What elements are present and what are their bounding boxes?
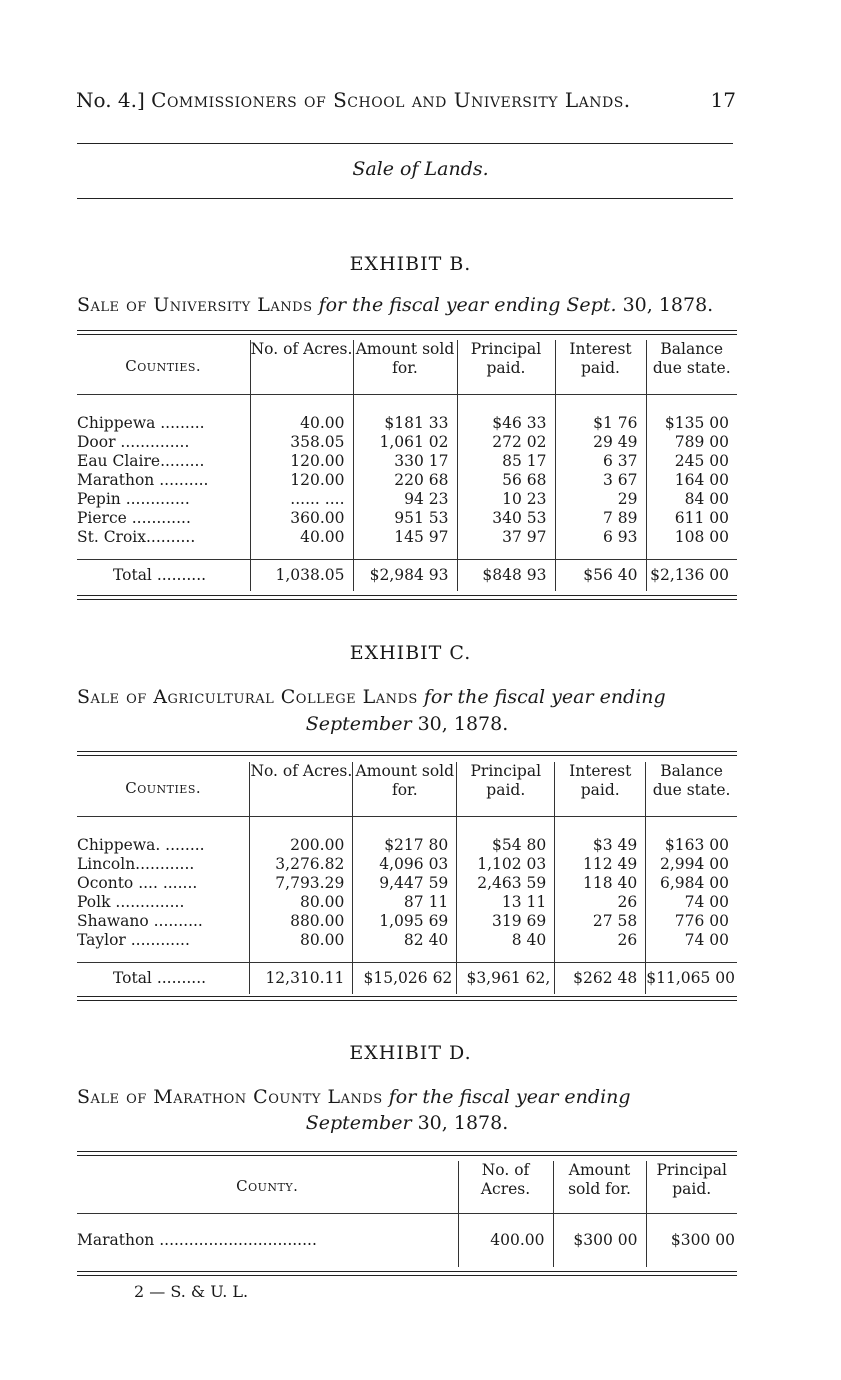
header-number: No. 4.] <box>76 88 145 112</box>
exhibit-d-bottom-rule <box>77 1271 737 1276</box>
table-cell: Pepin ............. <box>77 490 190 508</box>
table-cell: Pierce ............ <box>77 509 191 527</box>
table-cell: 27 58 <box>555 912 646 931</box>
header-title: Commissioners of School and University Lands. <box>151 88 631 112</box>
table-cell: Shawano .......... <box>77 912 203 930</box>
table-cell: 245 00 <box>646 452 737 471</box>
table-row <box>77 490 737 509</box>
col-header: No. of Acres. <box>250 340 353 394</box>
table-cell: ...... .... <box>250 490 353 509</box>
table-row <box>77 912 737 931</box>
table-cell: 87 11 <box>353 893 457 912</box>
page-number: 17 <box>710 88 736 112</box>
col-header: County. <box>236 1177 299 1196</box>
table-cell: $1 76 <box>555 414 646 433</box>
table-row <box>77 836 737 855</box>
table-row <box>77 931 737 950</box>
table-cell: $217 80 <box>353 836 457 855</box>
table-cell: $56 40 <box>555 559 646 591</box>
running-header <box>76 88 736 112</box>
col-header: Interest paid. <box>555 762 646 816</box>
col-header: Balance due state. <box>646 762 737 816</box>
table-row <box>77 893 737 912</box>
table-cell: Total .......... <box>113 968 207 987</box>
page-subtitle: Sale of Lands. <box>352 158 489 180</box>
table-cell: 6 37 <box>555 452 646 471</box>
table-cell: 3,276.82 <box>250 855 353 874</box>
table-cell: 358.05 <box>250 433 353 452</box>
exhibit-b-caption-title: Sale of University Lands <box>77 294 313 316</box>
table-cell: Oconto .... ....... <box>77 874 198 892</box>
col-header: Counties. <box>125 779 202 798</box>
table-cell: 29 49 <box>555 433 646 452</box>
col-header: Principal paid. <box>457 340 555 394</box>
exhibit-d-table <box>77 1161 737 1267</box>
table-cell: 12,310.11 <box>250 962 353 994</box>
col-header: Balance due state. <box>646 340 737 394</box>
exhibit-d-caption-line2 <box>77 1112 737 1134</box>
exhibit-c-table <box>77 762 737 994</box>
table-cell: 272 02 <box>457 433 555 452</box>
table-cell: 80.00 <box>250 931 353 950</box>
table-cell: Chippewa. ........ <box>77 836 205 854</box>
table-cell: 1,061 02 <box>353 433 457 452</box>
table-row <box>77 452 737 471</box>
col-header: Counties. <box>125 357 202 376</box>
exhibit-b-caption-year: 30, 1878. <box>622 294 714 316</box>
table-row <box>77 414 737 433</box>
col-header: Principal paid. <box>457 762 555 816</box>
table-cell: 74 00 <box>646 931 737 950</box>
table-cell: 164 00 <box>646 471 737 490</box>
table-cell: 4,096 03 <box>353 855 457 874</box>
col-header: No. of Acres. <box>250 762 353 816</box>
exhibit-b-caption-italic: for the fiscal year ending Sept. <box>318 294 617 316</box>
total-row <box>77 559 737 591</box>
table-row <box>77 855 737 874</box>
table-cell: 40.00 <box>250 528 353 547</box>
table-cell: 400.00 <box>458 1213 553 1267</box>
exhibit-b-caption <box>77 291 737 319</box>
table-cell: 108 00 <box>646 528 737 547</box>
exhibit-c-caption-italic: for the fiscal year ending <box>423 686 666 708</box>
table-cell: Eau Claire......... <box>77 452 205 470</box>
table-cell: 1,038.05 <box>250 559 353 591</box>
exhibit-c-caption-month: September <box>305 713 412 735</box>
table-cell: 776 00 <box>646 912 737 931</box>
table-cell: 120.00 <box>250 452 353 471</box>
table-cell: 9,447 59 <box>353 874 457 893</box>
exhibit-d-top-rule <box>77 1151 737 1156</box>
exhibit-c-top-rule <box>77 751 737 756</box>
table-row <box>77 1213 737 1267</box>
col-header: Amount sold for. <box>353 762 457 816</box>
table-cell: 6,984 00 <box>646 874 737 893</box>
table-cell: Polk .............. <box>77 893 185 911</box>
exhibit-d-caption-year: 30, 1878. <box>417 1112 509 1134</box>
table-cell: 880.00 <box>250 912 353 931</box>
table-row <box>77 471 737 490</box>
exhibit-d-caption-title: Sale of Marathon County Lands <box>77 1086 383 1108</box>
table-cell: 789 00 <box>646 433 737 452</box>
table-cell: St. Croix.......... <box>77 528 196 546</box>
total-row <box>77 962 737 994</box>
table-cell: 951 53 <box>353 509 457 528</box>
exhibit-d-caption-italic: for the fiscal year ending <box>388 1086 631 1108</box>
table-cell: $3,961 62, <box>457 962 555 994</box>
exhibit-b-top-rule <box>77 330 737 335</box>
exhibit-d-heading: EXHIBIT D. <box>349 1042 472 1064</box>
table-cell: $181 33 <box>353 414 457 433</box>
table-cell: 85 17 <box>457 452 555 471</box>
table-header-row <box>77 340 737 394</box>
table-cell: $300 00 <box>553 1213 646 1267</box>
header-rule <box>77 143 733 144</box>
table-cell: 220 68 <box>353 471 457 490</box>
table-cell: 118 40 <box>555 874 646 893</box>
exhibit-c-caption-title: Sale of Agricultural College Lands <box>77 686 418 708</box>
table-cell: 2,463 59 <box>457 874 555 893</box>
table-cell: $848 93 <box>457 559 555 591</box>
table-cell: $300 00 <box>646 1213 737 1267</box>
exhibit-c-heading: EXHIBIT C. <box>349 642 472 664</box>
table-header-row <box>77 762 737 816</box>
table-cell: 8 40 <box>457 931 555 950</box>
table-cell: 360.00 <box>250 509 353 528</box>
table-header-row <box>77 1161 737 1213</box>
table-row <box>77 433 737 452</box>
table-cell: 13 11 <box>457 893 555 912</box>
table-cell: Marathon ................................ <box>77 1231 317 1250</box>
table-cell: 82 40 <box>353 931 457 950</box>
table-cell: 7 89 <box>555 509 646 528</box>
exhibit-b-table <box>77 340 737 591</box>
table-cell: $3 49 <box>555 836 646 855</box>
table-cell: $2,984 93 <box>353 559 457 591</box>
table-cell: 2,994 00 <box>646 855 737 874</box>
table-cell: $135 00 <box>646 414 737 433</box>
table-cell: 340 53 <box>457 509 555 528</box>
table-cell: $54 80 <box>457 836 555 855</box>
col-header: Interest paid. <box>555 340 646 394</box>
table-cell: $46 33 <box>457 414 555 433</box>
exhibit-b-bottom-rule <box>77 595 737 600</box>
table-cell: Lincoln............ <box>77 855 195 873</box>
signature-mark: 2 — S. & U. L. <box>134 1282 249 1301</box>
table-cell: $15,026 62 <box>353 962 457 994</box>
exhibit-c-caption-line2 <box>77 713 737 735</box>
table-row <box>77 528 737 547</box>
table-cell: 120.00 <box>250 471 353 490</box>
table-cell: 37 97 <box>457 528 555 547</box>
table-cell: 200.00 <box>250 836 353 855</box>
table-cell: 29 <box>555 490 646 509</box>
exhibit-c-bottom-rule <box>77 996 737 1001</box>
table-cell: 7,793.29 <box>250 874 353 893</box>
table-cell: 10 23 <box>457 490 555 509</box>
table-cell: 74 00 <box>646 893 737 912</box>
table-cell: 84 00 <box>646 490 737 509</box>
exhibit-c-caption-year: 30, 1878. <box>417 713 509 735</box>
table-cell: 94 23 <box>353 490 457 509</box>
subtitle-rule <box>77 198 733 199</box>
table-cell: Marathon .......... <box>77 471 209 489</box>
col-header: Amount sold for. <box>353 340 457 394</box>
exhibit-d-caption-month: September <box>305 1112 412 1134</box>
table-cell: 611 00 <box>646 509 737 528</box>
col-header: Principal paid. <box>646 1161 737 1213</box>
table-cell: Total .......... <box>113 565 207 584</box>
col-header: No. of Acres. <box>458 1161 553 1213</box>
table-cell: 40.00 <box>250 414 353 433</box>
table-cell: 1,095 69 <box>353 912 457 931</box>
table-cell: 80.00 <box>250 893 353 912</box>
table-cell: 26 <box>555 931 646 950</box>
table-cell: 6 93 <box>555 528 646 547</box>
exhibit-d-caption <box>77 1083 737 1111</box>
table-cell: Door .............. <box>77 433 190 451</box>
table-cell: $2,136 00 <box>646 559 737 591</box>
exhibit-c-caption <box>77 683 737 711</box>
table-cell: $262 48 <box>555 962 646 994</box>
table-cell: 1,102 03 <box>457 855 555 874</box>
table-cell: 330 17 <box>353 452 457 471</box>
table-cell: 3 67 <box>555 471 646 490</box>
table-cell: $163 00 <box>646 836 737 855</box>
table-row <box>77 509 737 528</box>
table-cell: 26 <box>555 893 646 912</box>
table-cell: Taylor ............ <box>77 931 190 949</box>
col-header: Amount sold for. <box>553 1161 646 1213</box>
table-row <box>77 874 737 893</box>
table-cell: 112 49 <box>555 855 646 874</box>
table-cell: 145 97 <box>353 528 457 547</box>
table-cell: 56 68 <box>457 471 555 490</box>
table-cell: Chippewa ......... <box>77 414 205 432</box>
exhibit-b-heading: EXHIBIT B. <box>349 253 472 275</box>
table-cell: 319 69 <box>457 912 555 931</box>
table-cell: $11,065 00 <box>646 962 737 994</box>
